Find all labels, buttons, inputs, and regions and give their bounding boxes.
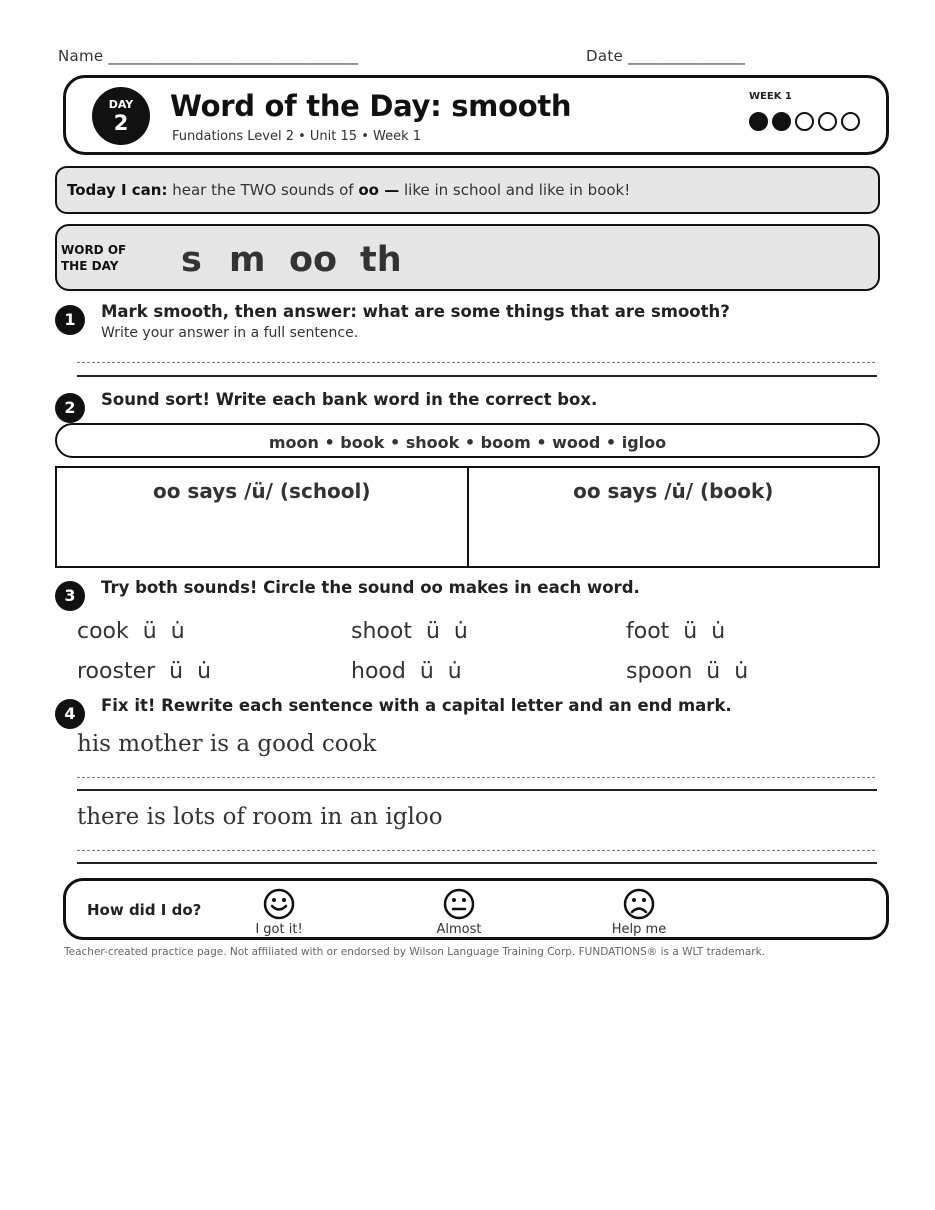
circle-word: cook [77, 619, 129, 644]
answer-guide-line [77, 850, 875, 851]
progress-dot [818, 112, 837, 131]
sound-option-u-short[interactable]: u̇ [170, 619, 185, 644]
question-4-title: Fix it! Rewrite each sentence with a capital letter and an end mark. [101, 696, 732, 715]
word-bank [55, 423, 880, 458]
answer-line[interactable] [77, 862, 877, 864]
learning-goal-oo: oo [358, 181, 379, 199]
page-subtitle: Fundations Level 2 • Unit 15 • Week 1 [172, 129, 422, 144]
frown-face-icon [623, 888, 655, 920]
neutral-face-icon [443, 888, 475, 920]
sort-column-book[interactable]: oo says /u̇/ (book) [467, 468, 879, 566]
question-number: 4 [55, 699, 85, 729]
question-2-title: Sound sort! Write each bank word in the correct box. [101, 390, 598, 409]
circle-word-item [77, 659, 211, 684]
self-assessment-label-help: Help me [611, 922, 667, 937]
question-number: 3 [55, 581, 85, 611]
answer-line[interactable] [77, 789, 877, 791]
sound-option-u-short[interactable]: u̇ [734, 659, 749, 684]
sound-option-u-long[interactable]: ü [419, 659, 434, 684]
fix-sentence-1: his mother is a good cook [77, 731, 377, 757]
fix-sentence-2: there is lots of room in an igloo [77, 804, 443, 830]
page-title: Word of the Day: smooth [170, 89, 572, 123]
name-field[interactable]: Name ________________________________ [58, 47, 359, 65]
progress-dot [795, 112, 814, 131]
sound-box: m [229, 240, 266, 280]
sound-option-u-long[interactable]: ü [706, 659, 721, 684]
sound-option-u-short[interactable]: u̇ [711, 619, 726, 644]
learning-goal-lead: Today I can: [67, 181, 168, 199]
self-assessment-label-almost: Almost [436, 922, 482, 937]
sound-option-u-long[interactable]: ü [142, 619, 157, 644]
disclaimer-text: Teacher-created practice page. Not affiliated with or endorsed by Wilson Language Training Corp. FUNDATIONS® is a WLT trademark. [64, 946, 766, 958]
word-bank-text: moon • book • shook • boom • wood • igloo [268, 433, 667, 452]
learning-goal-dash: — [378, 181, 400, 199]
sound-box: s [181, 240, 202, 280]
learning-goal-part-b: like in school and like in book! [399, 181, 631, 199]
circle-word: hood [351, 659, 406, 684]
date-field[interactable]: Date _______________ [586, 47, 746, 65]
circle-word-item [351, 659, 462, 684]
sound-option-u-short[interactable]: u̇ [447, 659, 462, 684]
self-assessment-box [63, 878, 889, 940]
week-progress-dots [749, 112, 860, 131]
sound-option-u-long[interactable]: ü [169, 659, 184, 684]
day-label: DAY [108, 98, 134, 111]
word-of-day-label-line1: WORD OF [61, 243, 127, 257]
answer-line[interactable] [77, 375, 877, 377]
sound-sort-table [55, 466, 880, 568]
week-label: WEEK 1 [749, 91, 792, 102]
sort-column-school[interactable]: oo says /ü/ (school) [152, 479, 371, 503]
day-number: 2 [113, 111, 129, 135]
circle-word-item [626, 659, 748, 684]
header-card [63, 75, 889, 155]
sound-option-u-long[interactable]: ü [683, 619, 698, 644]
circle-word-item [77, 619, 185, 644]
progress-dot [749, 112, 768, 131]
sound-box: th [360, 240, 402, 280]
sound-option-u-long[interactable]: ü [425, 619, 440, 644]
self-assessment-label: How did I do? [87, 901, 202, 919]
circle-word: foot [626, 619, 670, 644]
question-1-subtitle: Write your answer in a full sentence. [101, 325, 359, 341]
smile-face-icon [263, 888, 295, 920]
word-of-day-label [61, 242, 126, 274]
question-number: 2 [55, 393, 85, 423]
circle-word: spoon [626, 659, 693, 684]
circle-word-item [351, 619, 468, 644]
question-number: 1 [55, 305, 85, 335]
progress-dot [772, 112, 791, 131]
word-of-day-label-line2: THE DAY [61, 259, 119, 273]
learning-goal-text [67, 181, 630, 199]
circle-word-item [626, 619, 725, 644]
circle-word: shoot [351, 619, 412, 644]
learning-goal-box [55, 166, 880, 214]
progress-dot [841, 112, 860, 131]
question-1-title: Mark smooth, then answer: what are some things that are smooth? [101, 302, 730, 321]
answer-guide-line [77, 362, 875, 363]
question-3-title: Try both sounds! Circle the sound oo makes in each word. [101, 578, 640, 597]
sound-box: oo [289, 240, 338, 280]
learning-goal-part-a: hear the TWO sounds of [167, 181, 359, 199]
sound-option-u-short[interactable]: u̇ [453, 619, 468, 644]
word-of-day-box [55, 224, 880, 291]
sound-option-u-short[interactable]: u̇ [197, 659, 212, 684]
day-badge [92, 87, 150, 145]
self-assessment-label-got-it: I got it! [255, 922, 303, 937]
answer-guide-line [77, 777, 875, 778]
circle-word: rooster [77, 659, 156, 684]
